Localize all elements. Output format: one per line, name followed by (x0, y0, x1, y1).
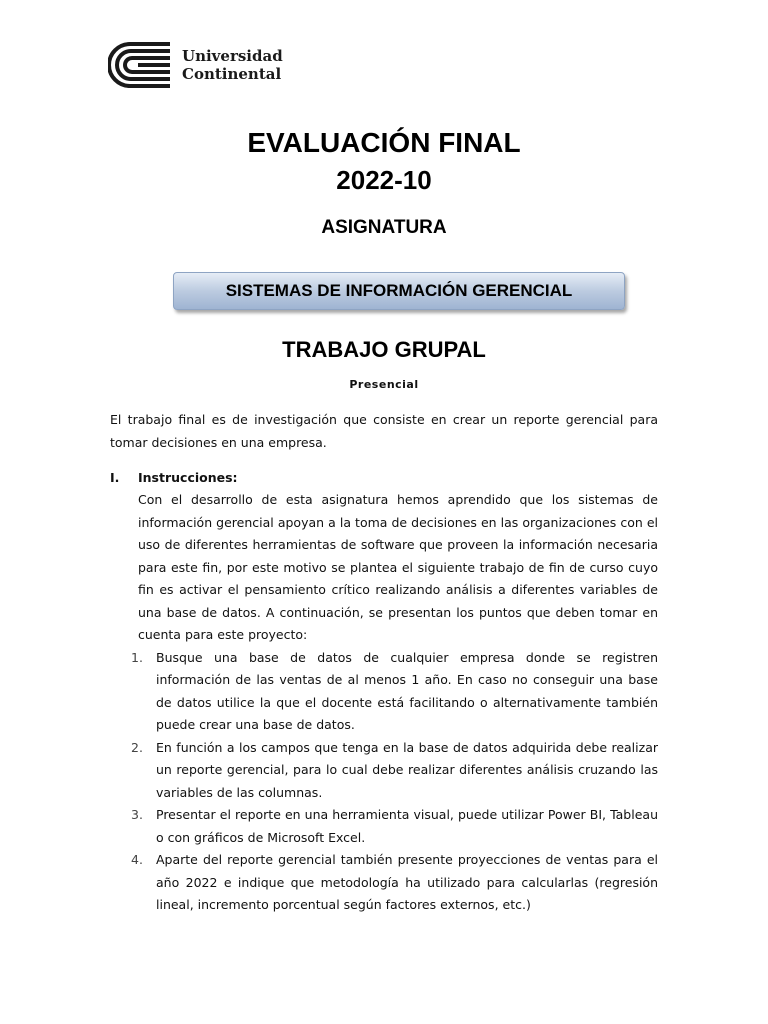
list-item-number: 3. (131, 807, 143, 822)
logo-line-1: Universidad (182, 47, 283, 65)
list-item-number: 4. (131, 852, 143, 867)
section-title: Instrucciones: (138, 470, 238, 485)
subject-label: ASIGNATURA (321, 217, 447, 238)
section-heading (110, 467, 658, 489)
instructions-paragraph: Con el desarrollo de esta asignatura hemos aprendido que los sistemas de información gerencial apoyan a la toma de decisiones en las organizaciones con el uso de diferentes herramientas de software que proveen la información necesaria para este fin, por este motivo se plantea el siguiente trabajo de fin de curso cuyo fin es activar el pensamiento crítico realizando análisis a diferentes variables de una base de datos. A continuación, se presentan los puntos que deben tomar en cuenta para este proyecto: (138, 492, 658, 642)
modality-label: Presencial (349, 378, 419, 391)
list-item (131, 737, 658, 805)
list-item-text: Aparte del reporte gerencial también presente proyecciones de ventas para el año 2022 e indique que metodología ha utilizado para calcularlas (regresión lineal, incremento porcentual según factores externos, etc.) (156, 852, 658, 912)
list-item-text: En función a los campos que tenga en la base de datos adquirida debe realizar un reporte gerencial, para lo cual debe realizar diferentes análisis cruzando las variables de las columnas. (156, 739, 658, 800)
continental-logo-icon (108, 42, 172, 88)
document-title: EVALUACIÓN FINAL (247, 127, 521, 158)
subject-name: SISTEMAS DE INFORMACIÓN GERENCIAL (225, 281, 573, 300)
work-type-heading: TRABAJO GRUPAL (282, 337, 486, 362)
list-item-number: 2. (131, 739, 143, 755)
list-item-text: Busque una base de datos de cualquier empresa donde se registren información de las ventas de al menos 1 año. En caso no conseguir una base de datos utilice la que el docente está facilitando o alternativamente también puede crear una base de datos. (156, 649, 658, 732)
intro-paragraph: El trabajo final es de investigación que consiste en crear un reporte gerencial para tomar decisiones en una empresa. (110, 412, 658, 450)
section-number: I. (110, 470, 120, 485)
list-item (131, 849, 658, 917)
list-item (131, 647, 658, 737)
instructions-list (110, 647, 658, 917)
list-item-number: 1. (131, 649, 143, 665)
logo-line-2: Continental (182, 65, 282, 83)
subject-banner (173, 272, 625, 310)
instructions-section (110, 467, 658, 917)
list-item-text: Presentar el reporte en una herramienta visual, puede utilizar Power BI, Tableau o con gráficos de Microsoft Excel. (156, 807, 658, 845)
list-item (131, 804, 658, 849)
logo-text (182, 47, 283, 83)
academic-period: 2022-10 (336, 165, 432, 195)
university-logo (108, 42, 283, 88)
